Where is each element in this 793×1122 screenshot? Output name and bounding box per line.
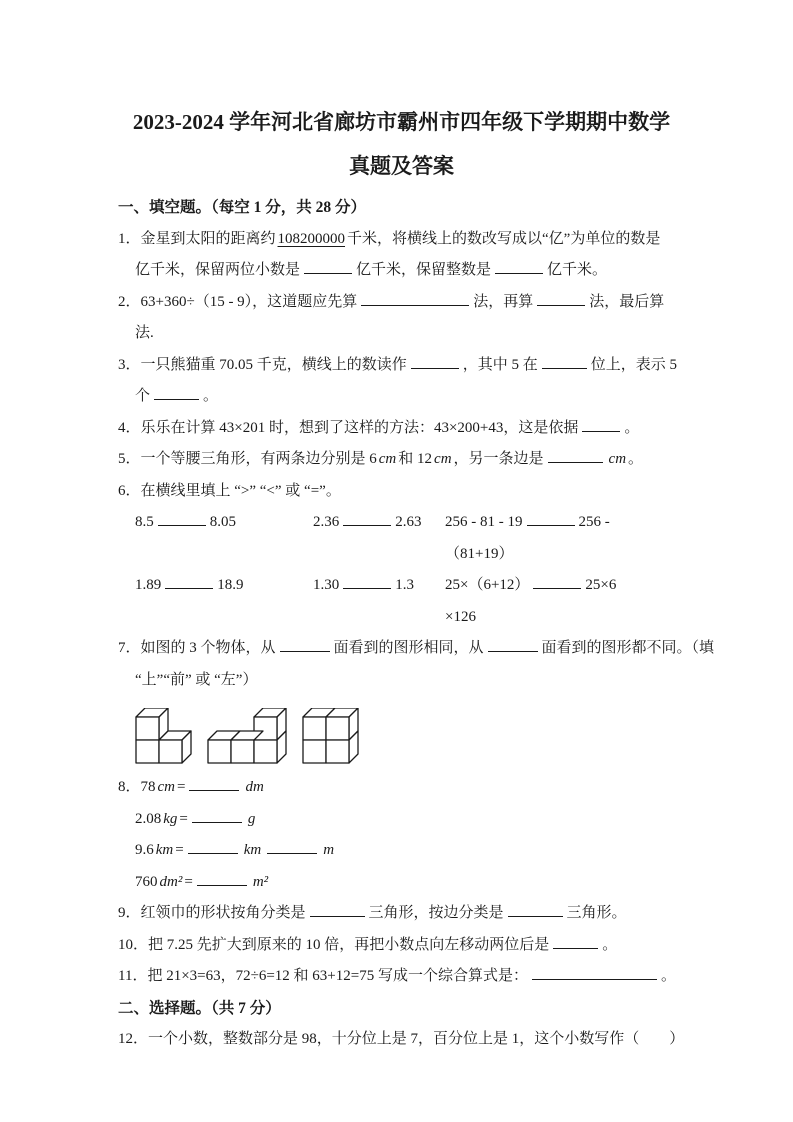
compare-item	[445, 570, 685, 633]
unit-cm: cm	[378, 451, 397, 467]
equals-sign: =	[177, 779, 186, 795]
question-3-line-2	[118, 381, 685, 413]
answer-blank	[310, 901, 365, 917]
text-segment: 9.6	[135, 842, 154, 858]
text-segment: 8.05	[209, 514, 236, 530]
text-segment: 2.63	[395, 514, 422, 530]
unit-cm: cm	[434, 451, 452, 467]
answer-blank	[527, 510, 575, 526]
question-8-line-3	[118, 835, 685, 867]
text-segment: 4．乐乐在计算 43×201 时，想到了这样的方法：43×200+43，这是依据	[118, 419, 579, 436]
text-segment: 10．把 7.25 先扩大到原来的 10 倍，再把小数点向左移动两位后是	[118, 936, 550, 953]
question-8-line-1	[118, 772, 685, 804]
text-segment: 18.9	[217, 577, 244, 593]
text-segment: 256 -	[578, 514, 610, 530]
question-9	[118, 898, 685, 930]
text-segment: ×126	[445, 608, 476, 625]
unit-g: g	[247, 810, 256, 827]
cube-figure-1	[135, 708, 193, 764]
answer-blank	[304, 258, 352, 274]
compare-item	[135, 507, 313, 570]
question-8-line-2	[118, 804, 685, 836]
text-segment: 2.08	[135, 810, 162, 827]
text-segment: 三角形。	[566, 905, 627, 921]
cube-figures	[135, 702, 685, 764]
text-segment: 法.	[135, 325, 154, 341]
unit-dm: dm	[245, 779, 264, 795]
text-segment: 760	[135, 873, 158, 890]
text-segment: 1.30	[313, 577, 340, 593]
answer-blank	[508, 901, 563, 917]
text-segment: 三角形，按边分类是	[368, 905, 504, 921]
text-segment: 1.3	[395, 577, 414, 593]
text-segment: 8．78	[118, 779, 156, 795]
text-segment: 。	[624, 419, 640, 436]
question-8-line-4	[118, 867, 685, 899]
text-segment: 。	[203, 388, 219, 404]
equals-sign: =	[184, 873, 193, 890]
text-segment: 亿千米，保留整数是	[356, 262, 492, 278]
text-segment: 。	[602, 936, 618, 953]
answer-blank	[411, 353, 459, 369]
text-segment: 25×（6+12）	[445, 577, 530, 593]
unit-cm: cm	[157, 779, 176, 795]
text-segment: 7．如图的 3 个物体，从	[118, 640, 276, 656]
text-segment: 1.89	[135, 577, 162, 593]
question-11	[118, 961, 685, 993]
title-line-2: 真题及答案	[349, 154, 454, 178]
question-4	[118, 413, 685, 445]
text-segment: 和 12	[398, 451, 433, 467]
unit-m2: m²	[252, 873, 269, 890]
answer-blank	[267, 838, 317, 854]
answer-blank	[553, 933, 598, 949]
text-segment: 亿千米，保留两位小数是	[135, 262, 301, 278]
text-segment: 法，最后算	[589, 293, 665, 310]
text-segment: 1．金星到太阳的距离约	[118, 230, 276, 247]
underlined-value: 108200000	[277, 230, 346, 247]
answer-blank	[495, 258, 543, 274]
question-6-heading: 6．在横线里填上 “>” “<” 或 “=”。	[118, 482, 341, 499]
answer-blank	[488, 636, 538, 652]
answer-blank	[582, 416, 620, 432]
text-segment: 面看到的图形都不同。（填	[541, 640, 715, 656]
question-6-row-2	[135, 570, 685, 633]
answer-blank	[343, 573, 391, 589]
title-line-1: 2023-2024 学年河北省廊坊市霸州市四年级下学期期中数学	[132, 110, 671, 134]
equals-sign: =	[175, 842, 184, 858]
question-12: 12．一个小数，整数部分是 98，十分位上是 7，百分位上是 1，这个小数写作（ ）	[118, 1031, 685, 1047]
text-segment: 9．红领巾的形状按角分类是	[118, 905, 306, 921]
question-1-line-1	[118, 224, 685, 256]
text-segment: 千米，将横线上的数改写成以“亿”为单位的数是	[347, 230, 661, 247]
answer-blank	[280, 636, 330, 652]
question-6-row-1	[135, 507, 685, 570]
page-title	[118, 100, 685, 188]
text-segment: 2．63+360÷（15 - 9），这道题应先算	[118, 293, 358, 310]
text-segment: 25×6	[585, 577, 617, 593]
question-7-line-1	[118, 633, 715, 665]
unit-kg: kg	[163, 810, 178, 827]
equals-sign: =	[179, 810, 188, 827]
text-segment: ，另一条边是	[453, 451, 544, 467]
compare-item	[313, 570, 445, 633]
answer-blank	[537, 290, 585, 306]
compare-item	[445, 507, 685, 570]
text-segment: 11．把 21×3=63，72÷6=12 和 63+12=75 写成一个综合算式是：	[118, 968, 528, 984]
answer-blank	[189, 775, 239, 791]
question-1-line-2	[118, 255, 685, 287]
text-segment: 个	[135, 388, 151, 404]
question-7-line-2: “上”“前” 或 “左”）	[135, 671, 258, 688]
answer-blank	[192, 807, 242, 823]
text-segment: 面看到的图形相同，从	[333, 640, 484, 656]
question-3-line-1	[118, 350, 685, 382]
compare-item	[313, 507, 445, 570]
unit-cm: cm	[608, 451, 627, 467]
question-2-line-2	[118, 318, 685, 350]
text-segment: 8.5	[135, 514, 154, 530]
compare-item	[135, 570, 313, 633]
question-10	[118, 930, 685, 962]
cube-figure-3	[302, 708, 360, 764]
unit-km: km	[155, 842, 174, 858]
question-2-line-1	[118, 287, 685, 319]
unit-m: m	[323, 842, 335, 858]
text-segment: 。	[660, 968, 676, 984]
answer-blank	[165, 573, 213, 589]
text-segment: 位上，表示 5	[590, 356, 678, 373]
text-segment: 亿千米。	[547, 262, 608, 278]
answer-blank	[188, 838, 238, 854]
text-segment: 法，再算	[473, 293, 534, 310]
answer-blank	[158, 510, 206, 526]
section-1-heading: 一、填空题。（每空 1 分，共 28 分）	[118, 199, 367, 216]
text-segment: 256 - 81 - 19	[445, 514, 523, 530]
answer-blank	[532, 964, 657, 980]
unit-dm2: dm²	[159, 873, 183, 890]
section-2-heading: 二、选择题。（共 7 分）	[118, 999, 281, 1017]
text-segment: 2.36	[313, 514, 340, 530]
text-segment: 5．一个等腰三角形，有两条边分别是 6	[118, 451, 377, 467]
answer-blank	[154, 384, 199, 400]
answer-blank	[197, 870, 247, 886]
text-segment: 3．一只熊猫重 70.05 千克，横线上的数读作	[118, 356, 407, 373]
answer-blank	[542, 353, 587, 369]
text-segment: （81+19）	[445, 545, 514, 562]
unit-km: km	[243, 842, 262, 858]
cube-figure-2	[207, 708, 288, 764]
question-5	[118, 444, 685, 476]
text-segment: 。	[628, 451, 644, 467]
text-segment: ，其中 5 在	[462, 356, 538, 373]
answer-blank	[343, 510, 391, 526]
answer-blank	[533, 573, 581, 589]
answer-blank	[361, 290, 469, 306]
answer-blank	[548, 447, 603, 463]
